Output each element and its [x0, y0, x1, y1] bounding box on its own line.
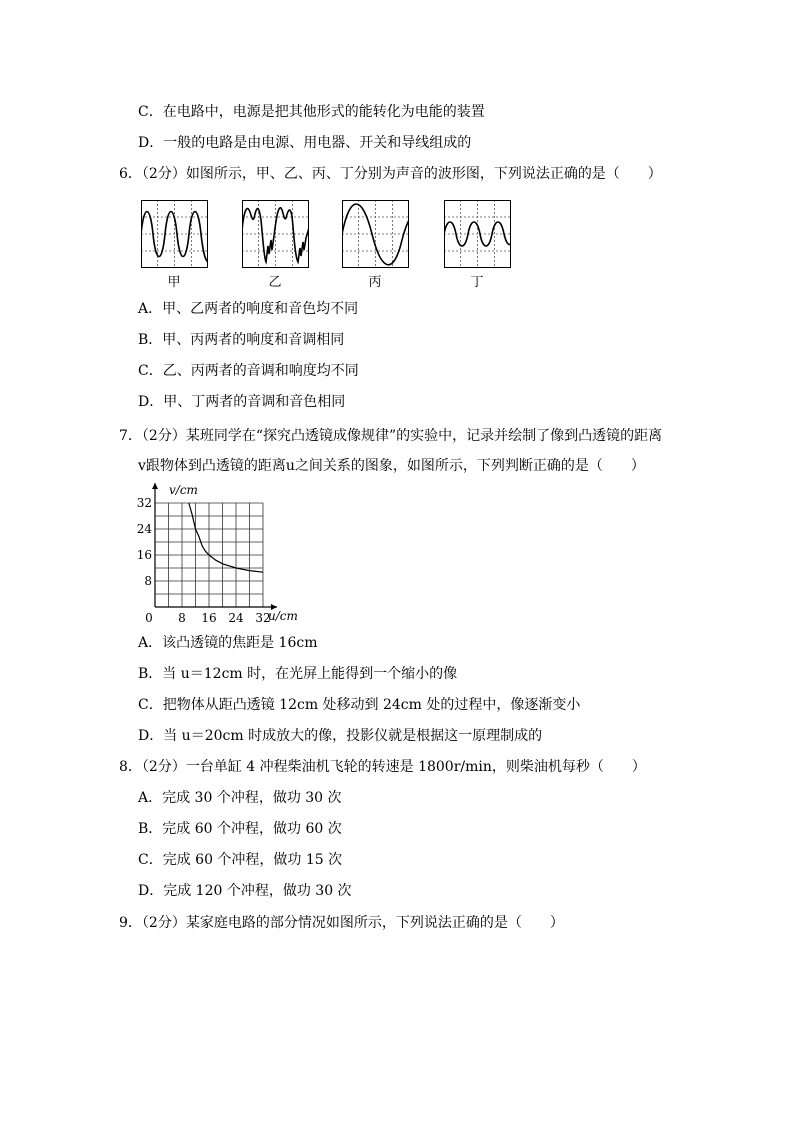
q5-option-d: D．一般的电路是由电源、用电器、开关和导线组成的	[138, 135, 472, 151]
q8-option-b: B．完成 60 个冲程，做功 60 次	[138, 821, 342, 837]
chart-y-tick-label: 32	[136, 496, 152, 510]
q7-option-c: C．把物体从距凸透镜 12cm 处移动到 24cm 处的过程中，像逐渐变小	[138, 697, 581, 713]
q8-option-a: A．完成 30 个冲程，做功 30 次	[138, 790, 342, 806]
chart-x-tick-label: 0	[145, 611, 153, 625]
q7-option-d: D．当 u＝20cm 时成放大的像，投影仪就是根据这一原理制成的	[138, 728, 543, 744]
q7-option-b: B．当 u＝12cm 时，在光屏上能得到一个缩小的像	[138, 666, 458, 682]
chart-y-tick-label: 16	[136, 548, 152, 562]
q7-option-a: A．该凸透镜的焦距是 16cm	[138, 635, 318, 651]
q7-stem-line2: v跟物体到凸透镜的距离u之间关系的图象，如图所示，下列判断正确的是（ ）	[138, 458, 645, 474]
waveform-label-ding: 丁	[470, 275, 484, 290]
chart-x-tick-label: 32	[255, 611, 271, 625]
q5-option-c: C．在电路中，电源是把其他形式的能转化为电能的装置	[138, 104, 485, 120]
q6-option-d: D．甲、丁两者的音调和音色相同	[138, 394, 346, 410]
q8-option-d: D．完成 120 个冲程，做功 30 次	[138, 883, 352, 899]
chart-x-tick-label: 24	[228, 611, 244, 625]
q7-lens-chart	[135, 478, 310, 628]
waveform-yi	[242, 200, 309, 268]
waveform-jia	[141, 200, 208, 268]
q6-option-c: C．乙、丙两者的音调和响度均不同	[138, 363, 359, 379]
q8-option-c: C．完成 60 个冲程，做功 15 次	[138, 852, 343, 868]
q9-stem: 9．（2分）某家庭电路的部分情况如图所示，下列说法正确的是（ ）	[119, 915, 564, 931]
waveform-label-yi: 乙	[268, 275, 282, 290]
chart-ticks	[137, 496, 271, 625]
chart-y-tick-label: 24	[136, 522, 152, 536]
waveform-label-jia: 甲	[167, 275, 181, 290]
waveform-ding	[444, 200, 511, 268]
chart-series-line	[189, 503, 263, 572]
chart-y-axis-label: v/cm	[169, 483, 198, 497]
chart-x-axis-label: u/cm	[268, 609, 298, 623]
q8-stem: 8．（2分）一台单缸 4 冲程柴油机飞轮的转速是 1800r/min，则柴油机每秒（ ）	[119, 759, 646, 775]
q6-stem: 6．（2分）如图所示，甲、乙、丙、丁分别为声音的波形图，下列说法正确的是（ ）	[119, 166, 662, 182]
waveform-bing	[342, 200, 409, 268]
chart-x-tick-label: 8	[178, 611, 186, 625]
chart-y-axis-arrow	[152, 483, 158, 489]
chart-axes	[152, 483, 277, 610]
q6-option-a: A．甲、乙两者的响度和音色均不同	[138, 301, 359, 317]
chart-y-tick-label: 8	[144, 574, 152, 588]
chart-x-tick-label: 16	[201, 611, 217, 625]
q7-stem-line1: 7．（2分）某班同学在“探究凸透镜成像规律”的实验中，记录并绘制了像到凸透镜的距离	[119, 428, 663, 444]
q6-option-b: B．甲、丙两者的响度和音调相同	[138, 332, 345, 348]
waveform-label-bing: 丙	[368, 275, 382, 290]
